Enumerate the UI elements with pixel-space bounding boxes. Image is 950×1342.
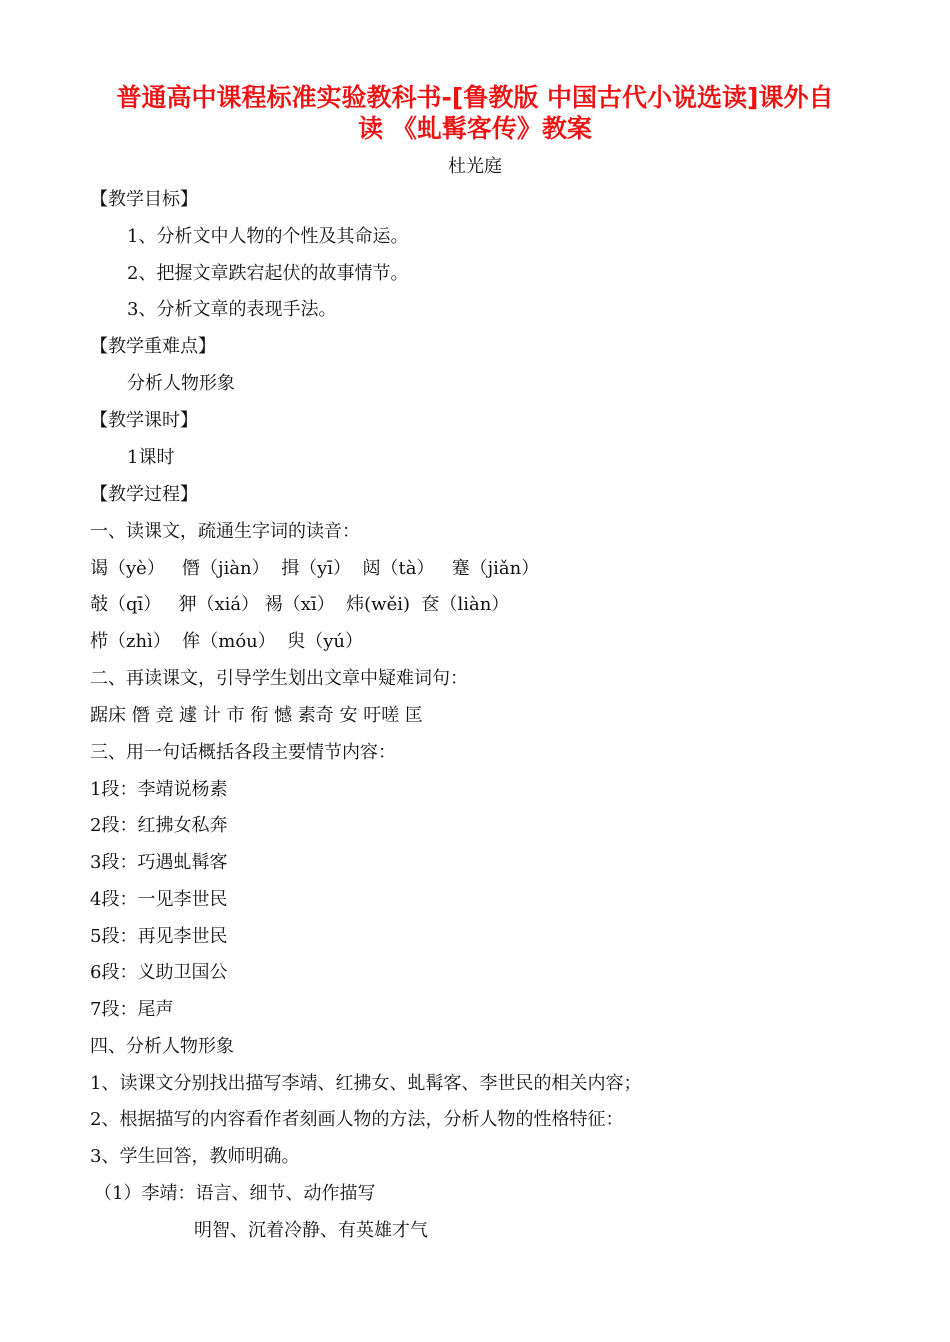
key-text: 分析人物形象	[127, 373, 235, 394]
step-2: 二、再读课文，引导学生划出文章中疑难词句：	[90, 668, 468, 689]
step-1: 一、读课文，疏通生字词的读音：	[90, 521, 360, 542]
paragraph-summary: 2段：红拂女私奔	[90, 815, 228, 836]
paragraph-summary: 1段：李靖说杨素	[90, 779, 228, 800]
analysis-item: 3、学生回答，教师明确。	[90, 1146, 300, 1167]
difficult-words: 踞床 僭 竞 遽 计 市 衔 憾 素奇 安 吁嗟 匡	[90, 705, 423, 726]
paragraph-summary: 4段：一见李世民	[90, 889, 228, 910]
step-3: 三、用一句话概括各段主要情节内容：	[90, 742, 396, 763]
paragraph-summary: 3段：巧遇虬髯客	[90, 852, 228, 873]
goal-item: 1、分析文中人物的个性及其命运。	[127, 226, 409, 247]
analysis-item: 2、根据描写的内容看作者刻画人物的方法，分析人物的性格特征：	[90, 1109, 624, 1130]
pinyin-row: 谒（yè） 僭（jiàn） 揖（yī） 闼（tà） 蹇（jiǎn）	[90, 558, 540, 579]
goal-item: 2、把握文章跌宕起伏的故事情节。	[127, 263, 409, 284]
paragraph-summary: 6段：义助卫国公	[90, 962, 228, 983]
li-jing-method: （1）李靖：语言、细节、动作描写	[94, 1183, 376, 1204]
key-heading: 【教学重难点】	[90, 336, 216, 357]
paragraph-summary: 5段：再见李世民	[90, 926, 228, 947]
goals-heading: 【教学目标】	[90, 189, 198, 210]
document-title-line-2: 读 《虬髯客传》教案	[358, 114, 592, 143]
process-heading: 【教学过程】	[90, 484, 198, 505]
li-jing-traits: 明智、沉着冷静、有英雄才气	[194, 1220, 428, 1241]
goal-item: 3、分析文章的表现手法。	[127, 299, 337, 320]
paragraph-summary: 7段：尾声	[90, 999, 174, 1020]
step-4: 四、分析人物形象	[90, 1036, 234, 1057]
author: 杜光庭	[448, 156, 502, 177]
hours-heading: 【教学课时】	[90, 410, 198, 431]
document-title-line-1: 普通高中课程标准实验教科书-[鲁教版 中国古代小说选读]课外自	[116, 83, 834, 112]
analysis-item: 1、读课文分别找出描写李靖、红拂女、虬髯客、李世民的相关内容；	[90, 1073, 642, 1094]
pinyin-row: 栉（zhì） 侔（móu） 臾（yú）	[90, 631, 363, 652]
pinyin-row: 攲（qī） 狎（xiá） 裼（xī） 炜(wěi) 奁（liàn）	[90, 594, 510, 615]
hours-text: 1课时	[127, 447, 175, 468]
